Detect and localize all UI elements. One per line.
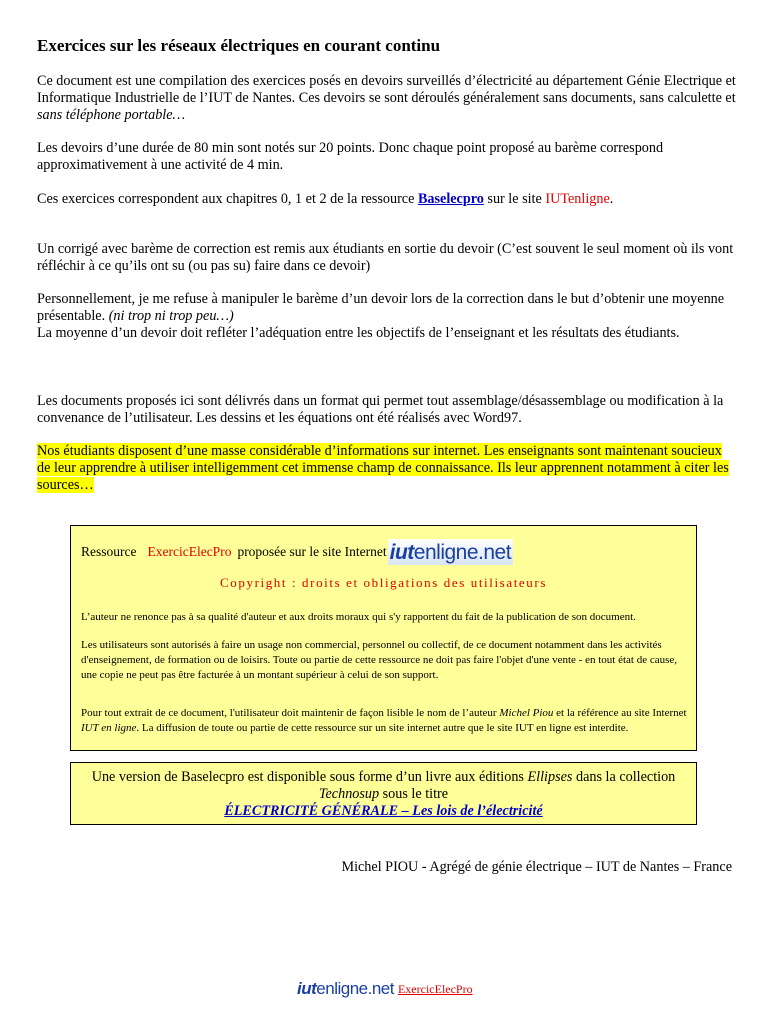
ressource-label: Ressource [81,544,137,559]
footer-iutenligne-logo[interactable] [297,973,394,999]
copyright-para2: Les utilisateurs sont autorisés à faire un usage non commercial, personnel ou collectif, de ce document notamment dans les activités d'enseignement, de formation ou de loisirs. Toute ou partie de cette ressource ne doit pas faire l'objet d'une vente - en tout état de cause, une copie ne peut pas être facturée à un montant supérieur à celui de son support. [81,639,678,681]
chapters-paragraph [37,191,737,208]
author-line: Michel PIOU - Agrégé de génie électrique – IUT de Nantes – France [341,859,732,875]
footer-logo-iut: iut [297,979,317,998]
duration-paragraph: Les devoirs d’une durée de 80 min sont notés sur 20 points. Donc chaque point proposé au barème correspond approximativement à une activité de 4 min. [37,140,664,173]
book-technosup: Technosup [318,786,380,802]
copyright-box [70,525,697,751]
logo-iut-text: iut [389,541,414,564]
copyright-heading: Copyright : droits et obligations des utilisateurs [220,575,547,590]
iutenligne-link[interactable]: IUTenligne [545,191,610,207]
book-box [70,762,697,825]
bareme-italic: (ni trop ni trop peu…) [108,308,234,324]
corrige-paragraph: Un corrigé avec barème de correction est remis aux étudiants en sortie du devoir (C’est souvent le seul moment où ils vont réfléchir à ce qu’ils ont su (ou pas su) faire dans ce devoir) [37,241,734,274]
proposee-text: proposée sur le site Internet [237,544,387,559]
baselecpro-link[interactable]: Baselecpro [417,191,484,207]
bareme-text: Personnellement, je me refuse à manipuler le barème d’un devoir lors de la correction dans le but d’obtenir une moyenne présentable. [37,291,725,324]
book-text-c: sous le titre [379,786,449,802]
moyenne-text: La moyenne d’un devoir doit refléter l’adéquation entre les objectifs de l’enseignant et les résultats des étudiants. [37,325,680,341]
para3-text-a: Pour tout extrait de ce document, l'utilisateur doit maintenir de façon lisible le nom de l’auteur [81,707,500,719]
chapters-middle-text: sur le site [483,191,546,207]
book-text-b: dans la collection [572,769,676,785]
iutenligne-logo[interactable] [388,539,513,565]
para3-text-c: . La diffusion de toute ou partie de cette ressource sur un site internet autre que le site IUT en ligne est interdite. [136,722,629,734]
students-paragraph [37,443,737,494]
copyright-para1: L’auteur ne renonce pas à sa qualité d'auteur et aux droits moraux qui s'y rapportent du fait de la publication de son document. [81,611,636,623]
highlighted-text: Nos étudiants disposent d’une masse considérable d’informations sur internet. Les enseignants sont maintenant soucieux de leur apprendre à utiliser intelligemment cet immense champ de connaissance. Ils leur apprennent notamment à citer les sources… [37,443,729,493]
resource-line [81,539,513,565]
intro-italic: sans téléphone portable… [37,107,186,123]
chapters-end-text: . [609,191,614,207]
footer [297,973,473,999]
book-text-a: Une version de Baselecpro est disponible sous forme d’un livre aux éditions [91,769,528,785]
book-ellipses: Ellipses [527,769,573,785]
intro-paragraph [37,73,737,124]
logo-rest-text: enligne.net [413,541,512,564]
bareme-paragraph [37,291,737,342]
copyright-para3 [81,706,687,736]
footer-exercicelecpro-link[interactable]: ExercicElecPro [397,982,473,996]
footer-logo-rest: enligne.net [316,979,394,998]
chapters-text: Ces exercices correspondent aux chapitres 0, 1 et 2 de la ressource [37,191,418,207]
para3-site: IUT en ligne [81,722,137,734]
para3-text-b: et la référence au site Internet [553,707,687,719]
exercicelecpro-name: ExercicElecPro [147,544,232,559]
page-title: Exercices sur les réseaux électriques en courant continu [37,36,441,55]
book-title-link[interactable]: ÉLECTRICITÉ GÉNÉRALE – Les lois de l’électricité [224,803,543,819]
para3-author: Michel Piou [499,707,554,719]
intro-text: Ce document est une compilation des exercices posés en devoirs surveillés d’électricité au département Génie Electrique et Informatique Industrielle de l’IUT de Nantes. Ces devoirs se sont déroulés généralement sans documents, sans calculette et [37,73,736,106]
format-paragraph: Les documents proposés ici sont délivrés dans un format qui permet tout assemblage/désassemblage ou modification à la convenance de l’utilisateur. Les dessins et les équations ont été réalisés avec Word97. [37,393,724,426]
